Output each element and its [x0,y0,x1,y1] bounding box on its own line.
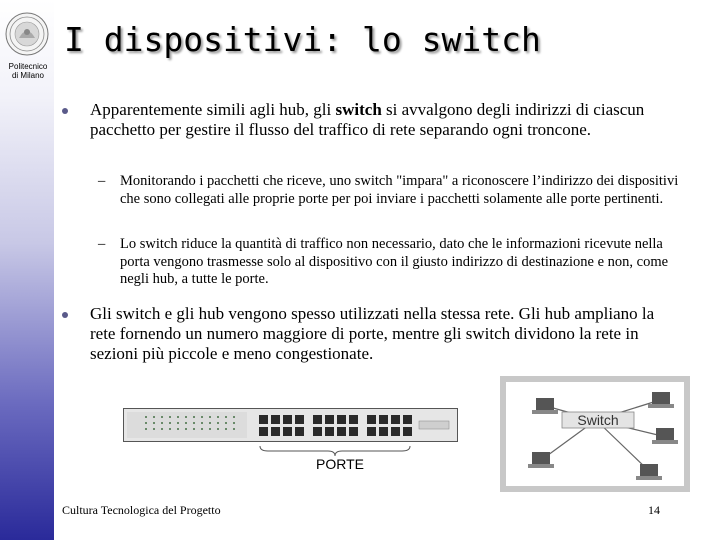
slide-title: I dispositivi: lo switch [64,20,541,59]
sub-bullet-text: Lo switch riduce la quantità di traffico non necessario, dato che le informazioni ricevute nella porta vengono trasmesse solo al dispositivo con il giusto indirizzo di destinazione e non, come negli hub, a tutte le porte. [120,236,669,287]
bullet-dot-icon [62,312,68,318]
bullet-dot-icon [62,108,68,114]
switch-device-image [123,408,458,442]
porte-label: PORTE [316,456,364,472]
keyword-switch: switch [335,100,382,119]
dash-marker: – [98,236,106,252]
switch-network-diagram [500,376,690,492]
page-number: 14 [648,503,660,517]
dash-marker: – [98,173,106,189]
sidebar-gradient [0,0,54,540]
switch-diagram-label: Switch [577,412,619,428]
logo-text-line2: di Milano [11,71,44,80]
politecnico-seal-icon [5,12,49,56]
sub-bullet-text: Monitorando i pacchetti che riceve, uno switch "impara" a riconoscere l’indirizzo dei dispositivi che sono collegati alle proprie porte per poi inviare i pacchetti solamente alle porte pertinenti. [120,173,679,207]
logo-text [2,62,54,80]
bullet-text: Apparentemente simili agli hub, gli switch si avvalgono degli indirizzi di ciascun pacchetto per gestire il flusso del traffico di rete separando ogni troncone. [90,100,645,139]
logo-text-line1: Politecnico [8,62,48,71]
footer-course: Cultura Tecnologica del Progetto [62,503,221,517]
bullet-text: Gli switch e gli hub vengono spesso utilizzati nella stessa rete. Gli hub ampliano la rete fornendo un numero maggiore di porte, mentre gli switch dividono la rete in sezioni più piccole e meno congestionate. [90,304,655,363]
